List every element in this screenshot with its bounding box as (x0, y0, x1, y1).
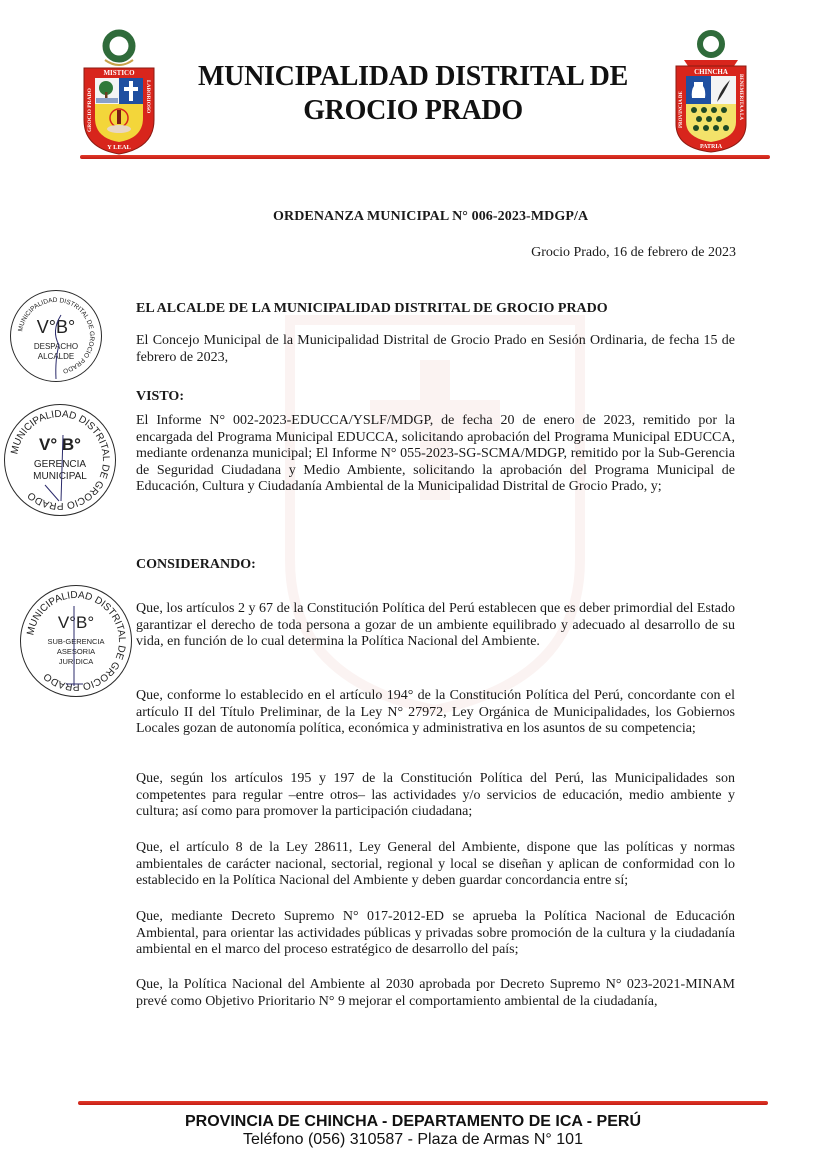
stamp-mark: V°B° (57, 613, 95, 632)
ordinance-title: ORDENANZA MUNICIPAL N° 006-2023-MDGP/A (273, 209, 589, 224)
stamp-ring-text: MUNICIPALIDAD DISTRITAL DE GROCIO PRADO (9, 408, 112, 512)
preamble-paragraph: El Concejo Municipal de la Municipalidad Distrital de Grocio Prado en Sesión Ordinaria, de fecha 15 de febrero de 2023, (136, 333, 735, 365)
considerando-paragraph-2: Que, conforme lo establecido en el artículo 194° de la Constitución Política del Perú, concordante con el artículo II del Título Preliminar, de la Ley N° 27972, Ley Orgánica de Municipalidades, los Gobiernos Locales gozan de autonomía política, económica y administrativa en los asuntos de su competencia; (136, 688, 735, 736)
considerando-paragraph-3: Que, según los artículos 195 y 197 de la Constitución Política del Perú, las Municipalidades son competentes para regular –entre otros– las actividades y/o servicios de educación, medio ambiente y cultura; así como para promover la participación ciudadana; (136, 771, 735, 819)
considerando-paragraph-1: Que, los artículos 2 y 67 de la Constitución Política del Perú establecen que es deber primordial del Estado garantizar el derecho de toda persona a gozar de un ambiente equilibrado y adecuado al desarrollo de su vida, en función de lo cual determina la Política Nacional del Ambiente. (136, 601, 735, 649)
visto-paragraph: El Informe N° 002-2023-EDUCCA/YSLF/MDGP, de fecha 20 de enero de 2023, remitido por la encargada del Programa Municipal EDUCCA, solicitando aprobación del Programa Municipal EDUCCA, mediante ordenanza municipal; El Informe N° 055-2023-SG-SCMA/MDGP, remitido por la Sub-Gerencia de Seguridad Ciudadana y Medio Ambiente, solicitando la aprobación del Programa Municipal de Educación, Cultura y Ciudadanía Ambiental de la Municipalidad Distrital de Grocio Prado, y; (136, 413, 735, 494)
crest-motto-top: CHINCHA (694, 68, 728, 76)
crest-motto-bottom: PATRIA (699, 144, 723, 150)
grocio-prado-crest-logo (80, 28, 158, 156)
stamp-line2: MUNICIPAL (33, 471, 87, 482)
chincha-province-crest-logo (672, 28, 750, 156)
stamp-line1: GERENCIA (33, 459, 87, 470)
stamp-line1: DESPACHO (33, 342, 79, 351)
stamp-mark: V°B° (36, 317, 76, 337)
crest-motto-left: PROVINCIA DE (679, 91, 684, 128)
crest-motto-bottom: Y LEAL (107, 144, 131, 151)
footer-contact: Teléfono (056) 310587 - Plaza de Armas N° 101 (243, 1131, 583, 1148)
header-divider (80, 155, 770, 159)
institution-title-line2: GROCIO PRADO (303, 95, 523, 126)
considerando-paragraph-4: Que, el artículo 8 de la Ley 28611, Ley General del Ambiente, dispone que las políticas y normas ambientales de carácter nacional, sectorial, regional y local se diseñan y aplican de conformidad con lo establecido en la Política Nacional del Ambiente y deben guardar concordancia entre sí; (136, 840, 735, 888)
institution-title (160, 60, 666, 128)
place-date: Grocio Prado, 16 de febrero de 2023 (531, 245, 736, 260)
institution-title-line1: MUNICIPALIDAD DISTRITAL DE (198, 61, 628, 92)
approval-stamp-despacho-alcalde (10, 290, 102, 382)
stamp-line2: ALCALDE (37, 352, 75, 361)
stamp-line2: ASESORIA (56, 647, 96, 656)
considerando-paragraph-5: Que, mediante Decreto Supremo N° 017-2012-ED se aprueba la Política Nacional de Educación Ambiental, para orientar las actividades públicas y privadas sobre promoción de la cultura y la ciudadanía ambiental en el marco del proceso estratégico de desarrollo del país; (136, 909, 735, 957)
laurel-wreath-icon (684, 33, 738, 66)
crest-motto-top: MISTICO (103, 69, 135, 77)
crest-motto-left: GROCIO PRADO (87, 88, 93, 132)
approval-stamp-gerencia-municipal (4, 404, 116, 516)
stamp-ring-text: MUNICIPALIDAD DISTRITAL DE GROCIO PRADO (17, 296, 96, 375)
footer-location: PROVINCIA DE CHINCHA - DEPARTAMENTO DE ICA - PERÚ (184, 1113, 641, 1130)
stamp-ring-text: MUNICIPALIDAD DISTRITAL DE GROCIO PRADO (25, 589, 128, 693)
considerando-heading: CONSIDERANDO: (136, 557, 256, 572)
authority-heading: EL ALCALDE DE LA MUNICIPALIDAD DISTRITAL DE GROCIO PRADO (136, 301, 608, 316)
approval-stamp-asesoria-juridica (20, 585, 132, 697)
stamp-line1: SUB-GERENCIA (47, 637, 105, 646)
stamp-mark: V° B° (39, 435, 81, 454)
laurel-wreath-icon (105, 33, 133, 65)
stamp-line3: JURIDICA (58, 657, 94, 666)
visto-heading: VISTO: (136, 389, 184, 404)
considerando-paragraph-6: Que, la Política Nacional del Ambiente al 2030 aprobada por Decreto Supremo N° 023-2021-MINAM prevé como Objetivo Prioritario N° 9 mejorar el comportamiento ambiental de la ciudadanía, (136, 977, 735, 1009)
footer-divider (78, 1101, 768, 1105)
letterhead (0, 0, 826, 170)
crest-motto-right: BENEMERITA A LA (738, 74, 743, 121)
crest-motto-right: LABORIOSO (145, 80, 151, 114)
